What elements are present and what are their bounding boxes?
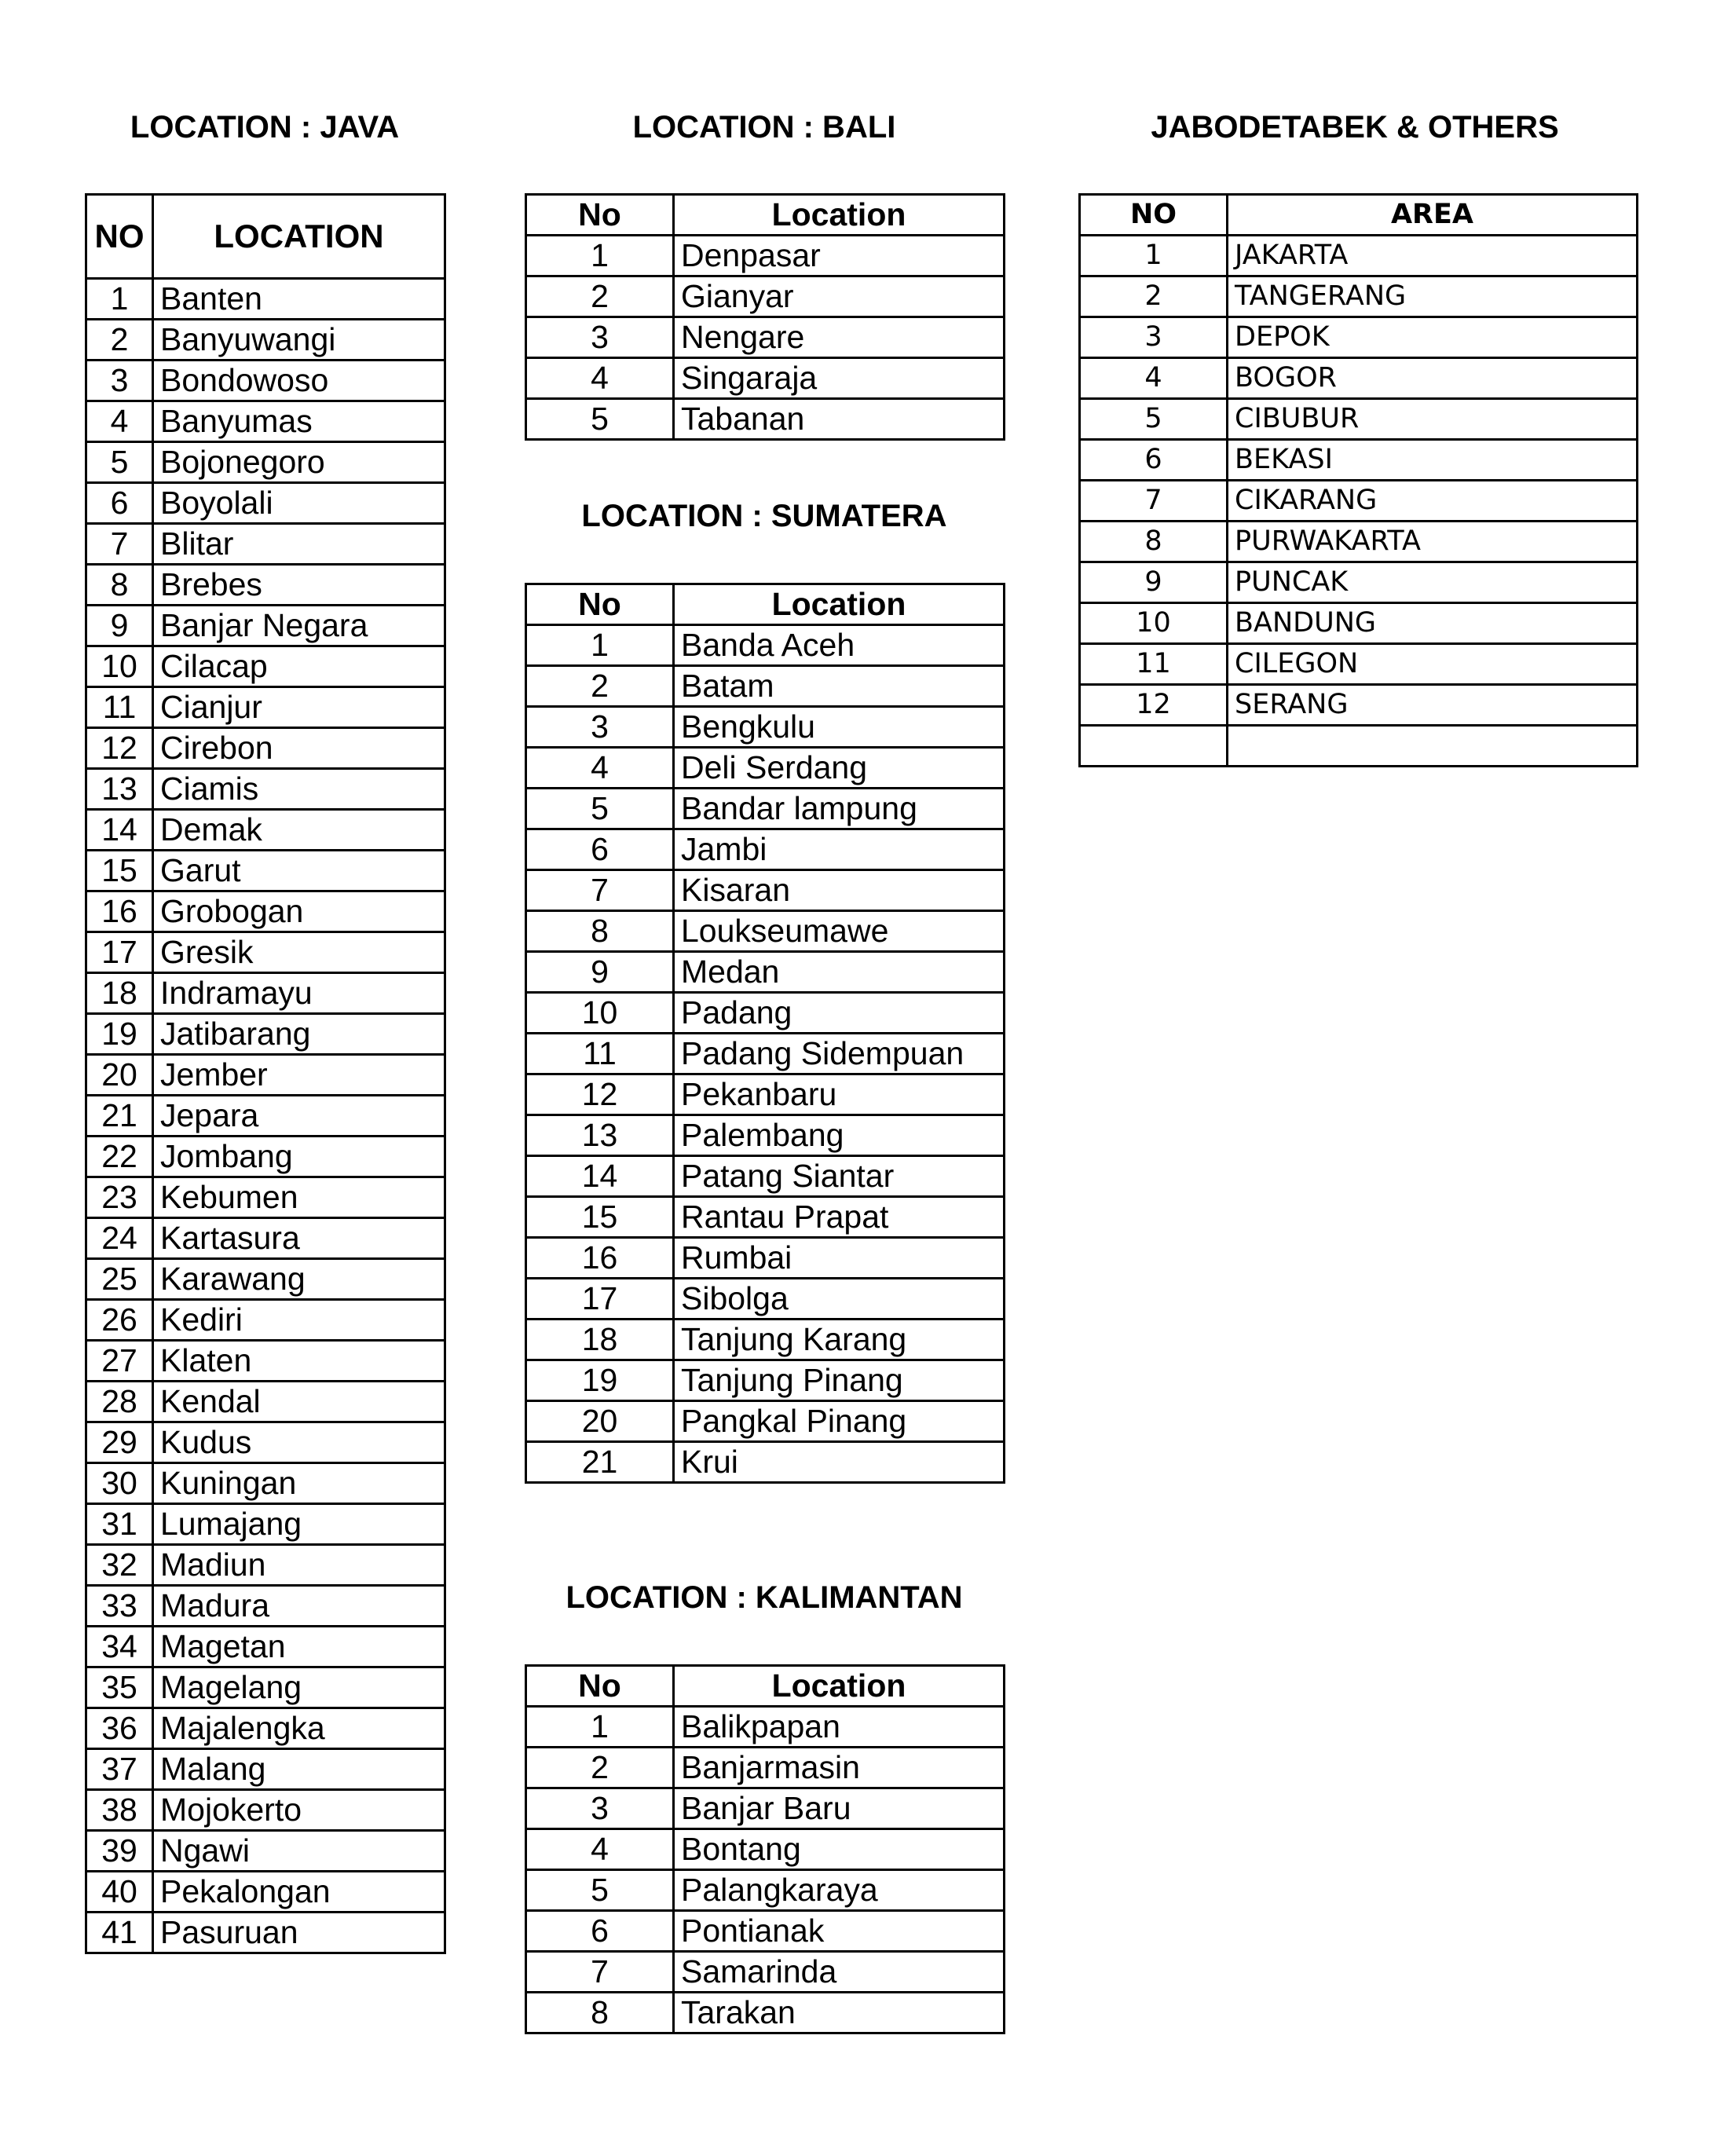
row-number-cell: 19 [86,1014,153,1055]
location-name-cell: Pekanbaru [674,1074,1005,1115]
table-row [526,829,1005,870]
location-name-cell: Tanjung Pinang [674,1360,1005,1401]
table-row [86,1667,445,1708]
row-number-cell: 19 [526,1360,674,1401]
kalimantan-title: LOCATION : KALIMANTAN [566,1580,963,1615]
kalimantan-location-table [525,1664,1005,2034]
table-row [86,1627,445,1667]
table-row [526,1870,1005,1911]
header-number: No [526,195,674,236]
row-number-cell: 1 [86,279,153,320]
table-row [86,1218,445,1259]
row-number-cell: 18 [526,1320,674,1360]
bali-location-table [525,193,1005,441]
table-row [1080,685,1638,726]
table-row [86,1749,445,1790]
location-name-cell: Demak [153,810,445,851]
row-number-cell: 12 [86,728,153,769]
location-name-cell: Nengare [674,317,1005,358]
table-row [1080,481,1638,522]
table-row [86,1504,445,1545]
table-row [1080,726,1638,767]
table-header-row [86,195,445,279]
location-name-cell: PURWAKARTA [1228,522,1638,562]
row-number-cell: 10 [86,646,153,687]
header-number: No [526,584,674,625]
location-name-cell: Bengkulu [674,707,1005,748]
row-number-cell: 36 [86,1708,153,1749]
table-row [86,769,445,810]
row-number-cell: 5 [526,399,674,440]
table-row [526,1320,1005,1360]
location-name-cell: Banyumas [153,401,445,442]
location-name-cell: Sibolga [674,1279,1005,1320]
location-name-cell: Kisaran [674,870,1005,911]
row-number-cell: 38 [86,1790,153,1831]
row-number-cell: 25 [86,1259,153,1300]
row-number-cell: 31 [86,1504,153,1545]
row-number-cell: 14 [86,810,153,851]
row-number-cell: 34 [86,1627,153,1667]
location-name-cell: Bontang [674,1829,1005,1870]
location-name-cell: Kartasura [153,1218,445,1259]
row-number-cell: 29 [86,1422,153,1463]
location-name-cell: Jambi [674,829,1005,870]
table-row [1080,276,1638,317]
row-number-cell: 5 [1080,399,1228,440]
row-number-cell: 39 [86,1831,153,1872]
row-number-cell: 3 [526,317,674,358]
table-row [86,1586,445,1627]
row-number-cell: 3 [1080,317,1228,358]
row-number-cell: 5 [526,1870,674,1911]
row-number-cell: 40 [86,1872,153,1913]
table-row [86,1545,445,1586]
table-row [1080,522,1638,562]
location-name-cell: CIKARANG [1228,481,1638,522]
table-row [86,1341,445,1382]
table-row [526,1074,1005,1115]
table-row [86,1872,445,1913]
row-number-cell: 6 [526,829,674,870]
row-number-cell: 16 [526,1238,674,1279]
location-name-cell: Jombang [153,1137,445,1177]
row-number-cell: 18 [86,973,153,1014]
table-header-row [526,584,1005,625]
table-row [86,891,445,932]
row-number-cell: 3 [86,361,153,401]
location-name-cell: Balikpapan [674,1707,1005,1748]
location-name-cell: Palembang [674,1115,1005,1156]
location-name-cell: BOGOR [1228,358,1638,399]
location-name-cell: Ciamis [153,769,445,810]
table-header-row [526,1666,1005,1707]
row-number-cell [1080,726,1228,767]
row-number-cell: 11 [86,687,153,728]
row-number-cell: 20 [86,1055,153,1096]
sumatera-title: LOCATION : SUMATERA [581,499,947,533]
row-number-cell: 13 [526,1115,674,1156]
table-header-row [1080,195,1638,236]
table-row [526,1197,1005,1238]
table-row [86,1096,445,1137]
table-row [1080,358,1638,399]
location-name-cell: Mojokerto [153,1790,445,1831]
location-name-cell: Bandar lampung [674,789,1005,829]
location-name-cell: PUNCAK [1228,562,1638,603]
location-name-cell: Pekalongan [153,1872,445,1913]
table-row [86,1831,445,1872]
location-name-cell: Cirebon [153,728,445,769]
location-name-cell: Tarakan [674,1993,1005,2033]
table-row [526,625,1005,666]
location-name-cell: Blitar [153,524,445,565]
row-number-cell: 7 [526,870,674,911]
row-number-cell: 1 [526,625,674,666]
table-row [526,1401,1005,1442]
location-name-cell: Banjarmasin [674,1748,1005,1788]
row-number-cell: 26 [86,1300,153,1341]
location-name-cell: Banyuwangi [153,320,445,361]
row-number-cell: 6 [526,1911,674,1952]
table-header-row [526,195,1005,236]
table-row [526,1360,1005,1401]
location-name-cell: Gresik [153,932,445,973]
location-name-cell: Denpasar [674,236,1005,276]
row-number-cell: 15 [526,1197,674,1238]
location-name-cell: Banjar Negara [153,606,445,646]
table-row [526,1034,1005,1074]
row-number-cell: 21 [86,1096,153,1137]
table-row [86,279,445,320]
table-row [1080,399,1638,440]
table-row [86,565,445,606]
row-number-cell: 28 [86,1382,153,1422]
location-name-cell: Gianyar [674,276,1005,317]
table-row [526,1279,1005,1320]
location-name-cell: Tabanan [674,399,1005,440]
table-row [86,851,445,891]
table-row [526,993,1005,1034]
row-number-cell: 8 [526,911,674,952]
row-number-cell: 37 [86,1749,153,1790]
table-row [526,276,1005,317]
location-name-cell: Loukseumawe [674,911,1005,952]
table-row [86,524,445,565]
table-row [526,1952,1005,1993]
table-row [86,932,445,973]
location-name-cell: Banda Aceh [674,625,1005,666]
sumatera-location-table [525,583,1005,1484]
row-number-cell: 30 [86,1463,153,1504]
location-name-cell: Pontianak [674,1911,1005,1952]
table-row [86,442,445,483]
row-number-cell: 13 [86,769,153,810]
table-row [86,1913,445,1953]
table-row [526,358,1005,399]
table-row [526,952,1005,993]
row-number-cell: 3 [526,707,674,748]
row-number-cell: 11 [526,1034,674,1074]
location-name-cell: SERANG [1228,685,1638,726]
location-name-cell: Jember [153,1055,445,1096]
row-number-cell: 3 [526,1788,674,1829]
location-name-cell: Medan [674,952,1005,993]
header-number: NO [1080,195,1228,236]
row-number-cell: 10 [1080,603,1228,644]
location-name-cell: Jatibarang [153,1014,445,1055]
row-number-cell: 15 [86,851,153,891]
row-number-cell: 2 [1080,276,1228,317]
location-name-cell: Karawang [153,1259,445,1300]
header-number: No [526,1666,674,1707]
table-row [86,973,445,1014]
location-name-cell: Samarinda [674,1952,1005,1993]
header-location: LOCATION [153,195,445,279]
location-name-cell: Grobogan [153,891,445,932]
table-row [1080,644,1638,685]
row-number-cell: 1 [526,236,674,276]
location-name-cell: Klaten [153,1341,445,1382]
row-number-cell: 16 [86,891,153,932]
table-row [526,317,1005,358]
table-row [86,401,445,442]
table-row [526,1707,1005,1748]
location-name-cell: CIBUBUR [1228,399,1638,440]
location-name-cell: Deli Serdang [674,748,1005,789]
row-number-cell: 4 [526,1829,674,1870]
table-row [526,1788,1005,1829]
location-name-cell: Pangkal Pinang [674,1401,1005,1442]
table-row [86,687,445,728]
location-name-cell: Cianjur [153,687,445,728]
table-row [86,728,445,769]
table-row [1080,562,1638,603]
table-row [86,606,445,646]
row-number-cell: 9 [86,606,153,646]
row-number-cell: 17 [86,932,153,973]
table-row [526,789,1005,829]
table-row [86,646,445,687]
location-name-cell: Kuningan [153,1463,445,1504]
table-row [526,1748,1005,1788]
row-number-cell: 4 [526,748,674,789]
row-number-cell: 1 [526,1707,674,1748]
table-row [86,1708,445,1749]
location-name-cell: Patang Siantar [674,1156,1005,1197]
table-row [86,1300,445,1341]
table-row [526,1238,1005,1279]
location-name-cell: Banten [153,279,445,320]
location-name-cell: Malang [153,1749,445,1790]
row-number-cell: 14 [526,1156,674,1197]
table-row [526,1442,1005,1483]
row-number-cell: 8 [1080,522,1228,562]
location-name-cell: Batam [674,666,1005,707]
location-name-cell: Madiun [153,1545,445,1586]
location-name-cell: Bondowoso [153,361,445,401]
table-row [526,1911,1005,1952]
table-row [86,1463,445,1504]
table-row [86,1259,445,1300]
row-number-cell: 12 [526,1074,674,1115]
header-number: NO [86,195,153,279]
row-number-cell: 2 [86,320,153,361]
row-number-cell: 6 [86,483,153,524]
row-number-cell: 35 [86,1667,153,1708]
location-name-cell: Garut [153,851,445,891]
table-row [86,1137,445,1177]
location-name-cell: Pasuruan [153,1913,445,1953]
table-row [526,666,1005,707]
row-number-cell: 21 [526,1442,674,1483]
row-number-cell: 8 [526,1993,674,2033]
location-name-cell: Kendal [153,1382,445,1422]
header-location: Location [674,195,1005,236]
location-name-cell: Palangkaraya [674,1870,1005,1911]
jabodetabek-area-table [1078,193,1638,767]
java-location-table [85,193,446,1954]
location-name-cell: Rantau Prapat [674,1197,1005,1238]
location-name-cell: Magelang [153,1667,445,1708]
location-name-cell: DEPOK [1228,317,1638,358]
location-name-cell: Cilacap [153,646,445,687]
row-number-cell: 17 [526,1279,674,1320]
location-name-cell: TANGERANG [1228,276,1638,317]
table-row [526,870,1005,911]
header-location: Location [674,1666,1005,1707]
bali-title: LOCATION : BALI [632,110,896,145]
location-name-cell: Ngawi [153,1831,445,1872]
row-number-cell: 7 [86,524,153,565]
location-name-cell: Singaraja [674,358,1005,399]
row-number-cell: 5 [526,789,674,829]
row-number-cell: 33 [86,1586,153,1627]
row-number-cell: 4 [86,401,153,442]
table-row [526,236,1005,276]
table-row [1080,236,1638,276]
row-number-cell: 23 [86,1177,153,1218]
location-name-cell: Kebumen [153,1177,445,1218]
row-number-cell: 8 [86,565,153,606]
location-name-cell [1228,726,1638,767]
row-number-cell: 20 [526,1401,674,1442]
location-name-cell: Majalengka [153,1708,445,1749]
table-row [86,810,445,851]
row-number-cell: 2 [526,666,674,707]
row-number-cell: 1 [1080,236,1228,276]
table-row [86,483,445,524]
table-row [86,361,445,401]
table-row [1080,317,1638,358]
location-name-cell: Rumbai [674,1238,1005,1279]
row-number-cell: 32 [86,1545,153,1586]
table-row [86,1790,445,1831]
table-row [526,1993,1005,2033]
row-number-cell: 24 [86,1218,153,1259]
table-row [526,1829,1005,1870]
table-row [86,1382,445,1422]
table-row [1080,603,1638,644]
table-row [86,1014,445,1055]
row-number-cell: 11 [1080,644,1228,685]
row-number-cell: 2 [526,276,674,317]
row-number-cell: 10 [526,993,674,1034]
row-number-cell: 41 [86,1913,153,1953]
table-row [526,748,1005,789]
table-row [526,707,1005,748]
location-name-cell: Kediri [153,1300,445,1341]
location-name-cell: Padang [674,993,1005,1034]
location-name-cell: Magetan [153,1627,445,1667]
table-row [86,1177,445,1218]
row-number-cell: 27 [86,1341,153,1382]
row-number-cell: 7 [1080,481,1228,522]
location-name-cell: CILEGON [1228,644,1638,685]
location-name-cell: Krui [674,1442,1005,1483]
row-number-cell: 12 [1080,685,1228,726]
location-name-cell: Madura [153,1586,445,1627]
row-number-cell: 2 [526,1748,674,1788]
row-number-cell: 6 [1080,440,1228,481]
location-name-cell: BANDUNG [1228,603,1638,644]
location-name-cell: Padang Sidempuan [674,1034,1005,1074]
table-row [1080,440,1638,481]
header-location: Location [674,584,1005,625]
row-number-cell: 7 [526,1952,674,1993]
location-name-cell: Tanjung Karang [674,1320,1005,1360]
header-location: AREA [1228,195,1638,236]
location-name-cell: Kudus [153,1422,445,1463]
location-name-cell: Indramayu [153,973,445,1014]
location-name-cell: Bojonegoro [153,442,445,483]
row-number-cell: 9 [526,952,674,993]
table-row [526,399,1005,440]
location-name-cell: Lumajang [153,1504,445,1545]
table-row [86,1422,445,1463]
table-row [526,1156,1005,1197]
java-title: LOCATION : JAVA [130,110,400,145]
location-name-cell: Brebes [153,565,445,606]
row-number-cell: 22 [86,1137,153,1177]
location-name-cell: Banjar Baru [674,1788,1005,1829]
row-number-cell: 5 [86,442,153,483]
table-row [526,1115,1005,1156]
row-number-cell: 4 [526,358,674,399]
row-number-cell: 9 [1080,562,1228,603]
row-number-cell: 4 [1080,358,1228,399]
location-name-cell: Jepara [153,1096,445,1137]
jabodetabek-title: JABODETABEK & OTHERS [1151,110,1559,145]
table-row [86,1055,445,1096]
location-name-cell: Boyolali [153,483,445,524]
location-name-cell: JAKARTA [1228,236,1638,276]
location-name-cell: BEKASI [1228,440,1638,481]
table-row [526,911,1005,952]
table-row [86,320,445,361]
